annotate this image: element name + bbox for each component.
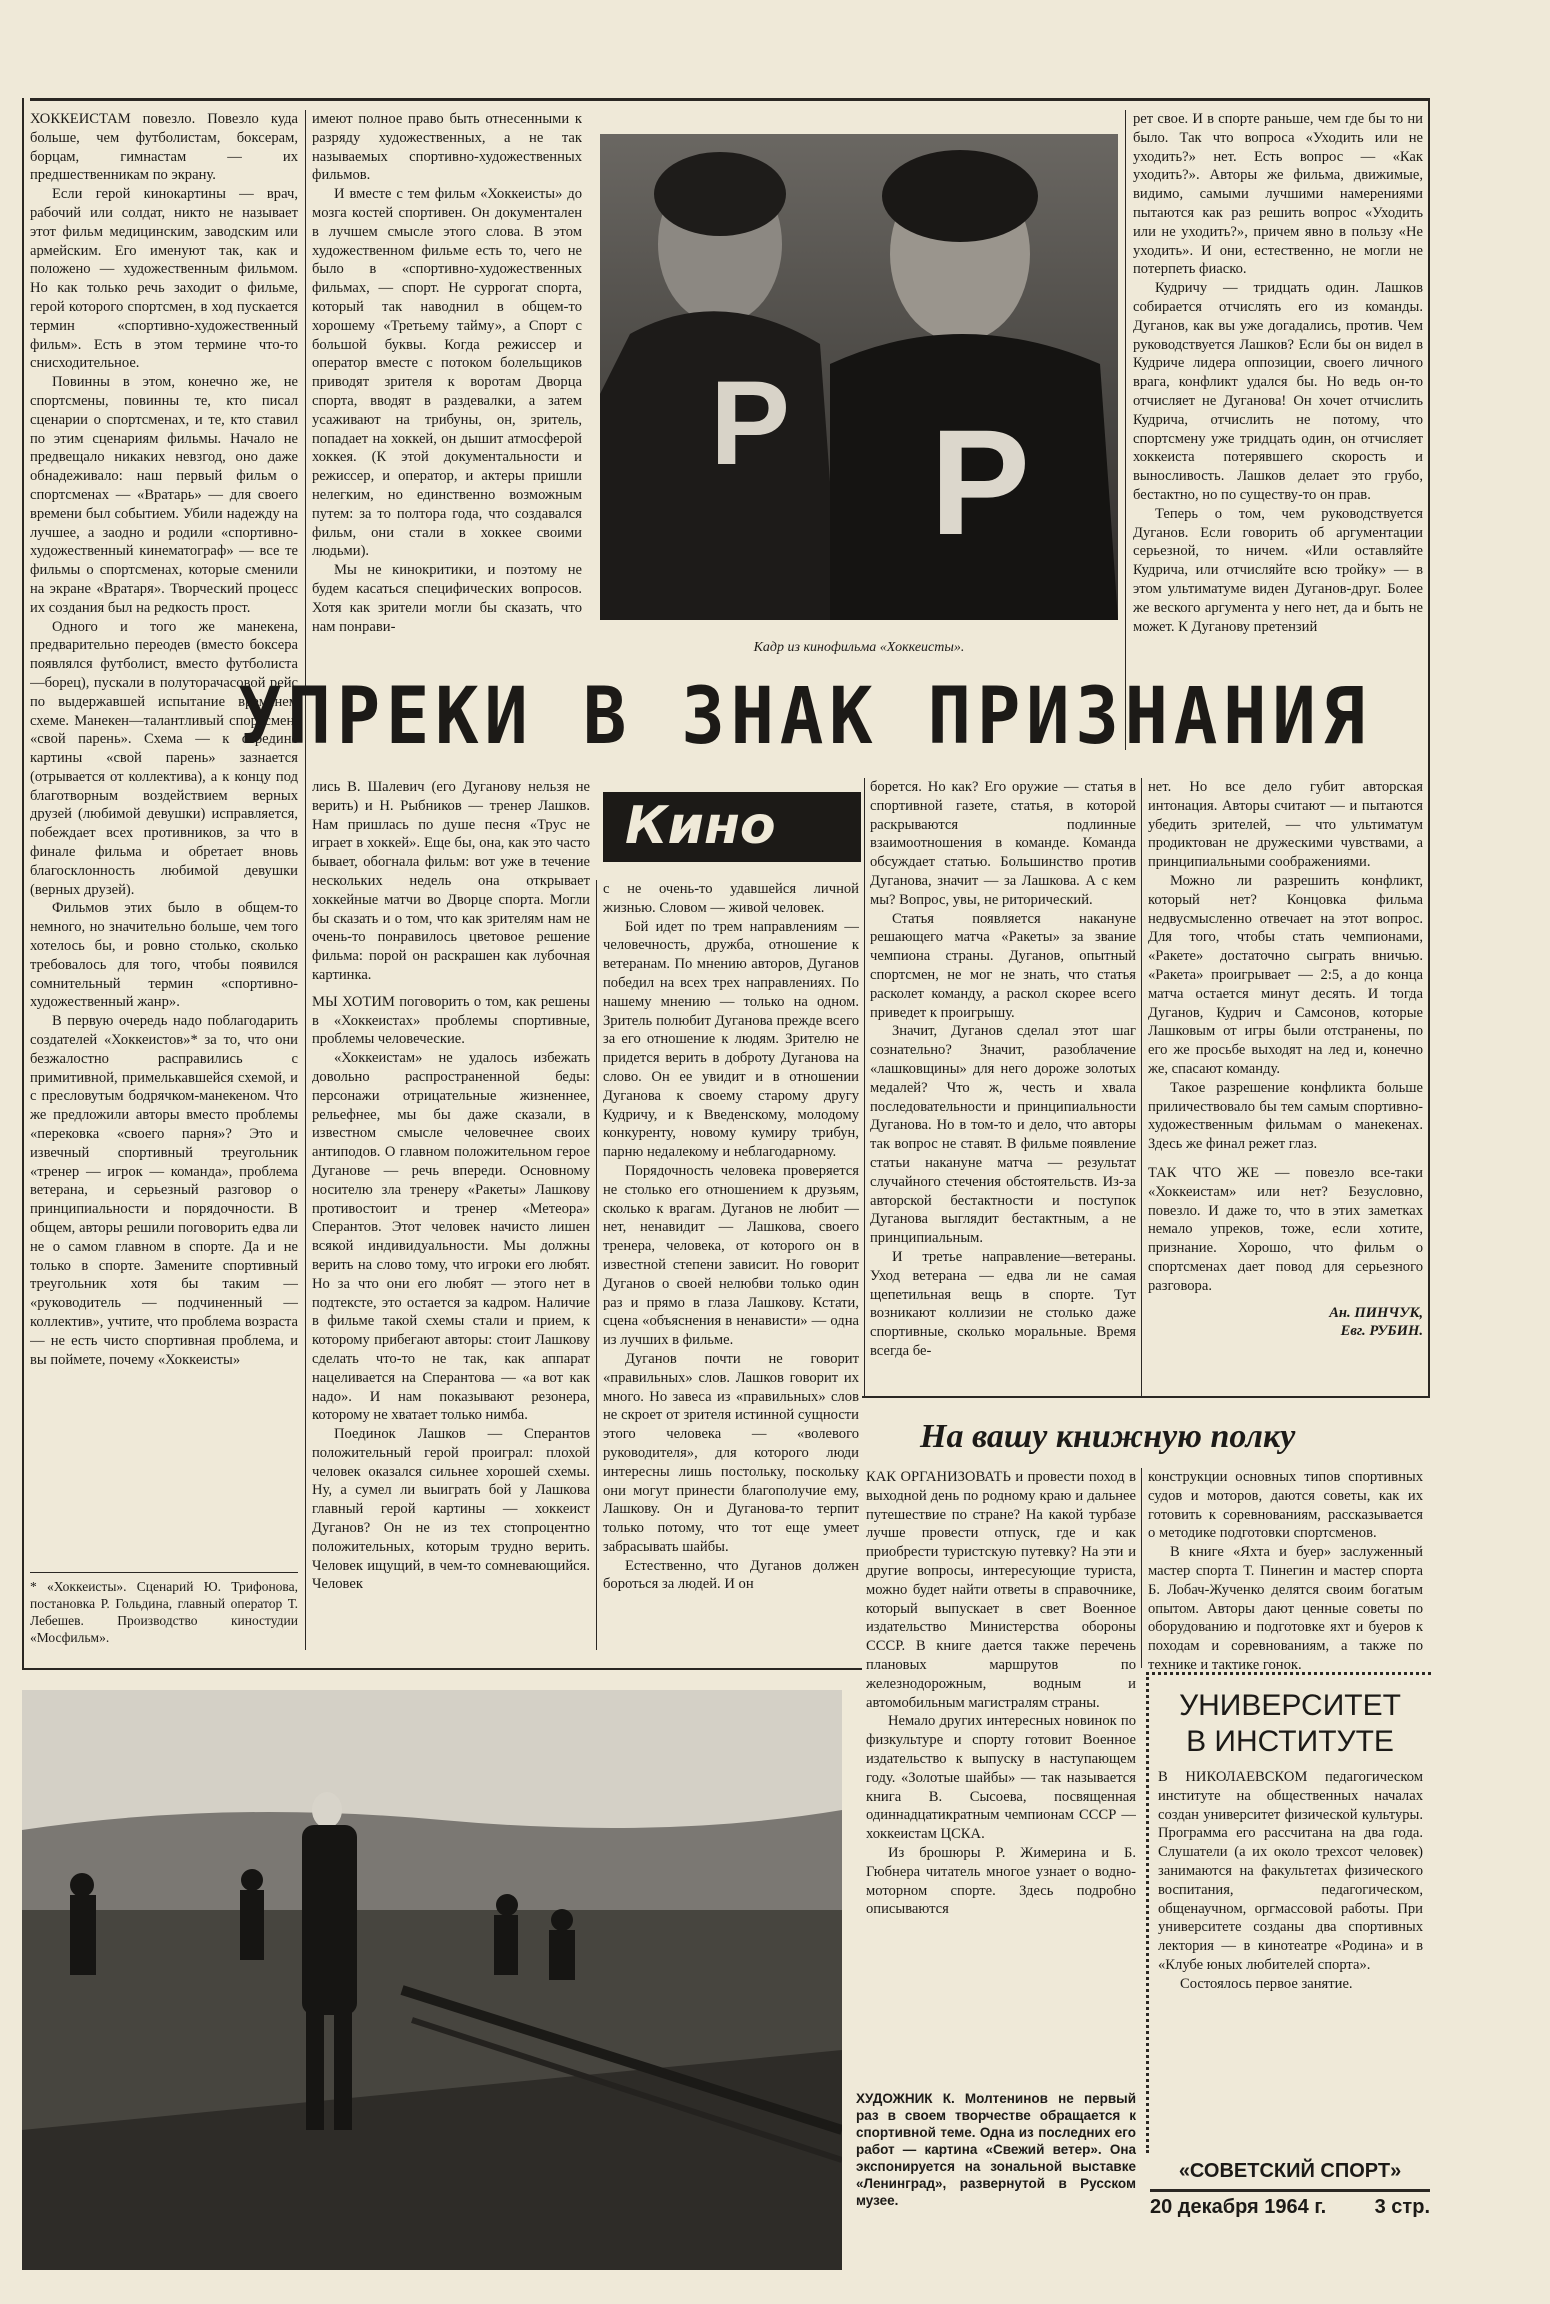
books-paragraph: конструкции основных типов спортивных судов и моторов, даются советы, как их готовить к соревнованиям, рассказывается о методике подготовки спортсменов. [1148, 1469, 1423, 1542]
university-text [1158, 1768, 1423, 2138]
article-paragraph: Теперь о том, чем руководствуется Дуганов. Если говорить об аргументации серьезной, то ничем. «Или оставляйте Кудрича, или отчисляйте всю тройку» — в этом ультиматуме виден Дуганов-друг. Более же веского аргумента у него нет, да и быть не может. К Дуганову претензий [1133, 505, 1423, 635]
article-paragraph: Дуганов почти не говорит «правильных» слов. Лашков говорит их много. Но завеса из «правильных» слов не скроет от зрителя истинной сущности этого человека — «волевого руководителя», для которого люди интересны лишь постольку, поскольку они могут принести благополучие ему, Лашкову. Он и Дуганова-то терпит только потому, что тот еще умеет забрасывать шайбы. [603, 1350, 859, 1555]
column-rule [596, 880, 597, 1650]
books-lead: КАК ОРГАНИЗОВАТЬ и провести поход в выходной день по родному краю и дальнее путешествие по стране? На какой турбазе лучше провести отпуск, где и как приобрести туристскую путевку? На эти и другие вопросы, интересующие туриста, можно будет найти ответы в справочнике, который выпускает в свет Военное издательство Министерства обороны СССР. В книге дается также перечень плановых маршрутов по железнодорожным, водным и автомобильным магистралям страны. [866, 1469, 1136, 1711]
footer-info [1150, 2196, 1430, 2219]
column-rule [1141, 778, 1142, 1398]
column-rule [1141, 1468, 1142, 1668]
rowing-photo-caption: ХУДОЖНИК К. Молтенинов не первый раз в своем творчестве обращается к спортивной теме. Одна из последних его работ — картина «Свежий ветер». Она экспонируется на зональной выставке «Ленинград», развернутой в Русском музее. [856, 2091, 1136, 2208]
article-paragraph: Можно ли разрешить конфликт, который нет? Концовка фильма недвусмысленно отвечает на этот вопрос. Для того, чтобы стать чемпионами, «Ракете» достаточно сыграть вничью. «Ракета» проигрывает — 2:5, а до конца матча остается минут десять. И тогда Дуганов, Кудрич и Самсонов, которые Лашковым от игры были отстранены, по его же просьбе выходят на лед и, конечно же, спасают команду. [1148, 872, 1423, 1077]
article-paragraph: Повинны в этом, конечно же, не спортсмены, повинны те, кто писал сценарии о спортсменах, и те, кто ставил по этим сценариям фильмы. Начало не предвещало никаких невзгод, оно даже обнадеживало: наш первый фильм о спортсменах — «Вратарь» — для своего времени был событием. Убили надежду на лучшее, а заодно и родили «спортивно-художественный кинематограф» — все те фильмы о спортсменах, которые сменили на экране «Вратаря». Творческий процесс их создания был на редкость прост. [30, 374, 298, 616]
kino-rubric-label: Кино [625, 796, 776, 856]
article-column-1 [30, 110, 298, 1620]
article-paragraph: рет свое. И в спорте раньше, чем где бы то ни было. Так что вопроса «Уходить или не уходить?» нет. Есть вопрос — «Как уходить?». Авторы же фильма, движимые, видимо, самыми лучшими намерениями пытаются как раз решить вопрос «Уходить или не уходить?», причем явно в пользу «Не уходить». И они, естественно, не могли не потерпеть фиаско. [1133, 111, 1423, 278]
books-paragraph: Из брошюры Р. Жимерина и Б. Гюбнера читатель многое узнает о водно-моторном спорте. Здесь подробно описываются [866, 1844, 1136, 1918]
rowing-image [22, 1690, 842, 2270]
article-paragraph: Поединок Лашков — Сперантов положительный герой проиграл: плохой человек оказался сильнее хорошей схемы. Ну, а сумел ли выиграть бой у Лашкова главный герой картины — хоккеист Дуганов? Он не из тех стопроцентно положительных, которым трудно верить. Человек ищущий, в чем-то сомневающийся. Человек [312, 1426, 590, 1593]
article-paragraph: Такое разрешение конфликта больше приличествовало бы тем самым спортивно-художественным фильмам о манекенах. Здесь же финал режет глаз. [1148, 1079, 1423, 1153]
article-paragraph: Одного и того же манекена, предварительно переодев (вместо боксера появлялся футболист, вместо футболиста—борец), пускали в полуторачасовой рейс по выдержавшей испытание временем схеме. Манекен—талантливый спортсмен, «свой парень». Схема — к середине картины «свой парень» зазнается (отрывается от коллектива), а к концу под благотворным воздействием верных друзей (любимой девушки) исправляется, побеждает всех противников, за что в финале фильма и обретает вновь благосклонность любимой девушки (верных друзей). [30, 618, 298, 898]
photo-caption: Кадр из кинофильма «Хоккеисты». [753, 640, 965, 655]
books-column-2 [1148, 1468, 1423, 1688]
article-paragraph: борется. Но как? Его оружие — статья в спортивной газете, статья, в которой раскрываются подлинные взаимоотношения в команде. Команда обсуждает статью. Большинство против Дуганова, значит — за Лашкова. А с кем мы? Вопрос, увы, не риторический. [870, 779, 1136, 908]
university-title [1160, 1688, 1420, 1760]
article-paragraph: Если герой кинокартины — врач, рабочий или солдат, никто не называет этот фильм медицинским, заводским или армейским. Его именуют так, как и положено — художественным фильмом. Но как только речь заходит о фильме, герой которого спортсмен, в ход пускается термин «спортивно-художественный фильм». Есть в этом термине что-то снисходительное. [30, 186, 298, 372]
article-paragraph: Порядочность человека проверяется не столько его отношением к друзьям, сколько к врагам. Дуганов не любит — нет, ненавидит — Лашкова, своего тренера, человека, от которого он в известной степени зависит. Но говорит Дуганов о своей нелюбви только один раз и прямо в глаза Лашкову. Кстати, сцена «объяснения в ненависти» — одна из лучших в фильме. [603, 1162, 859, 1349]
article-bottom-rule [22, 1668, 862, 1670]
footnote-rule [30, 1572, 298, 1573]
article-paragraph: Бой идет по трем направлениям — человечность, дружба, отношение к ветеранам. По мнению авторов, Дуганов победил на всех трех направлениях. По нашему мнению — только на одном. Зритель полюбит Дуганова прежде всего за его отношение к людям. Зрителю не придется верить в доброту Дуганова на слово. Он ее увидит и в отношении Дуганова к своему старому другу Кудричу, и к Введенскому, молодому конкуренту, новому кумиру трибун, парню недалекому и неблагодарному. [603, 918, 859, 1161]
kino-rubric-badge [603, 792, 861, 862]
author-name: Евг. РУБИН. [1340, 1323, 1423, 1340]
newspaper-name: «СОВЕТСКИЙ СПОРТ» [1178, 2160, 1402, 2182]
article-column-4-lower [1148, 778, 1423, 1398]
article-paragraph: И вместе с тем фильм «Хоккеисты» до мозга костей спортивен. Он документален в лучшем смысле этого слова. В этом художественном фильме есть то, чего не было в «спортивно-художественных фильмах, — спорт. Не суррогат спорта, который так наводнил в общем-то хорошему «Третьему тайму», а Спорт с большой буквы. Когда режиссер и оператор вместе с потоком болельщиков приводят зрителя к воротам Дворца спорта, вводят в раздевалки, а затем усаживают на трибуны, он, зритель, попадает на хоккей, он дышит атмосферой хоккея. (К этой документальности и режиссер, и оператор, и актеры пришли нелегким, но единственно возможным путем: за то полтора года, что создавался фильм, они стали в хоккее своими людьми). [312, 186, 582, 560]
article-column-mid-c [870, 778, 1136, 1398]
right-frame-rule [1428, 98, 1430, 1398]
article-paragraph: В первую очередь надо поблагодарить создателей «Хоккеистов»* за то, что они безжалостно расправились с примитивной, примелькавшейся схемой, и с пресловутым бодрячком-манекеном. Что же предложили авторы вместо проблемы «перековка «своего парня»? Это и извечный спортивный треугольник «тренер — игрок — команда», проблема ветерана, и серьезный разговор о принципиальности и порядочности. В общем, авторы решили поговорить едва ли не о самом главном в спорте. Да и не только в спорте. Замените спортивный треугольник хотя бы таким — «руководитель — подчиненный — коллектив», учтите, что проблема возраста — не есть чисто спортивная проблема, и вы поймете, почему «Хоккеисты» [30, 1013, 298, 1368]
article-paragraph: «Хоккеистам» не удалось избежать довольно распространенной беды: персонажи отрицательные жизненнее, рельефнее, мы бы даже сказали, в известном смысле человечнее своих антиподов. О главном положительном герое Дуганове — речь впереди. Основному носителю зла тренеру «Ракеты» Лашкову противостоит и тренер «Метеора» Сперантов. Этот человек начисто лишен всякой индивидуальности. Мы должны верить на слово тому, что игроки его любят. Но за что они его любят — этого нет в подтексте, это остается за кадром. Наличие в фильме такой схемы стали и прием, к которому прибегают авторы: стоит Лашкову сделать что-то не так, как аппарат нацеливается на Сперантова — «а вот как надо». И нам показывают резонера, которому не хватает только нимба. [312, 1050, 590, 1424]
left-frame-rule [22, 98, 24, 1668]
article-bottom-rule [862, 1396, 1430, 1398]
article-column-mid-a [312, 778, 590, 1658]
article-paragraph: имеют полное право быть отнесенными к разряду художественных, а не так называемых спортивно-художественных фильмов. [312, 111, 582, 184]
books-paragraph: В книге «Яхта и буер» заслуженный мастер спорта Т. Пинегин и мастер спорта Б. Лобач-Жученко делятся своим богатым опытом. Авторы дают ценные советы по оборудованию и подготовке яхт и буеров к походам и соревнованиям, а также по технике и тактике гонок. [1148, 1544, 1423, 1673]
article-paragraph: с не очень-то удавшейся личной жизнью. Словом — живой человек. [603, 881, 859, 916]
article-paragraph: Фильмов этих было в общем-то немного, но значительно больше, чем того хотелось бы, и ровно столько, сколько требовалось для того, чтобы появился сомнительный термин «спортивно-художественный жанр». [30, 900, 298, 1011]
footer-rule [1150, 2189, 1430, 2192]
column-rule [1125, 110, 1126, 750]
article-column-mid-b [603, 880, 859, 1660]
article-paragraph: Кудричу — тридцать один. Лашков собирается отчислять его из команды. Дуганов, как вы уже догадались, против. Чем руководствуется Лашков? Если бы он видел в Кудриче лидера оппозиции, своего личного врага, конфликт удался бы. Но ведь он-то отчисляет не Дуганова! Он хочет отчислить Кудрича, отчислить не потому, что спортсмену уже тридцать один, он отчисляет хоккеиста потерявшего скорость и выносливость. Лашков делает это грубо, бестактно, но по существу-то он прав. [1133, 280, 1423, 503]
svg-text:P: P [710, 356, 791, 490]
svg-text:P: P [930, 398, 1031, 566]
column-rule [305, 110, 306, 1650]
article-headline: УПРЕКИ В ЗНАК ПРИЗНАНИЯ [238, 672, 1371, 762]
page-number: 3 стр. [1374, 2196, 1430, 2218]
author-name: Ан. ПИНЧУК, [1329, 1304, 1423, 1321]
footnote-text: * «Хоккеисты». Сценарий Ю. Трифонова, постановка Р. Гольдина, главный оператор Т. Лебешев. Производство киностудии «Мосфильм». [30, 1579, 298, 1645]
university-paragraph: Состоялось первое занятие. [1180, 1975, 1353, 1992]
column-rule [864, 778, 865, 1398]
article-paragraph: нет. Но все дело губит авторская интонация. Авторы считают — и пытаются убедить зрителей, — что ультиматум продиктован не дружескими чувствами, а принципиальными соображениями. [1148, 779, 1423, 871]
film-still-photo [600, 134, 1118, 620]
article-column-2 [312, 110, 582, 680]
newspaper-footer [1150, 2160, 1430, 2240]
article-paragraph: Статья появляется накануне решающего матча «Ракеты» за звание чемпиона страны. Дуганов, опытный спортсмен, не мог не знать, что статья расколет команду, а раскол скорее всего приведет к проигрышу. [870, 910, 1136, 1021]
author-signature [1148, 1304, 1423, 1342]
article-lead: ХОККЕИСТАМ повезло. Повезло куда больше, чем футболистам, боксерам, борцам, гимнастам — их предшественникам по экрану. [30, 111, 298, 184]
university-title-line: В ИНСТИТУТЕ [1186, 1725, 1394, 1758]
section-lead: ТАК ЧТО ЖЕ — повезло все-таки «Хоккеистам» или нет? Безусловно, повезло. И даже то, что в этих заметках немало упреков, тоже, если хотите, признание. Хорошо, что фильм о спортсменах дает повод для серьезного разговора. [1148, 1164, 1423, 1294]
article-paragraph: Значит, Дуганов сделал этот шаг сознательно? Значит, разоблачение «лашковщины» для него дороже золотых медалей? Что ж, честь и хвала последовательности и принципиальности Дуганова. Но в том-то и дело, что авторы так вопрос не ставят. В фильме появление статьи накануне матча — результат случайного стечения обстоятельств. Из-за авторской бестактности и поступок Дуганова выглядит бестактным, а не принципиальным. [870, 1023, 1136, 1247]
article-paragraph: Мы не кинокритики, и поэтому не будем касаться специфических вопросов. Хотя как зрители могли бы сказать, что нам понрави- [312, 562, 582, 635]
section-lead: МЫ ХОТИМ поговорить о том, как решены в «Хоккеистах» проблемы спортивные, проблемы человеческие. [312, 993, 590, 1048]
books-column-1 [866, 1468, 1136, 2048]
books-paragraph: Немало других интересных новинок по физкультуре и спорту готовит Военное издательство к выпуску в наступающем году. «Золотые шайбы» — так называется книга В. Сысоева, посвященная одиннадцатикратным чемпионам СССР — хоккеистам ЦСКА. [866, 1713, 1136, 1843]
university-lead: В НИКОЛАЕВСКОМ педагогическом институте на общественных началах создан университет физической культуры. Программа его рассчитана на два года. Слушатели (а их около трехсот человек) занимаются на факультетах физического воспитания, педагогическом, общенаучном, оргмассовой работы. При университете созданы два спортивных лектория — в кинотеатре «Родина» и в «Клубе юных любителей спорта». [1158, 1769, 1423, 1973]
issue-date: 20 декабря 1964 г. [1150, 2196, 1327, 2218]
article-paragraph: И третье направление—ветераны. Уход ветерана — едва ли не самая щепетильная вещь в спорте. Тут возникают коллизии не столько даже спортивные, сколько моральные. Время всегда бе- [870, 1248, 1136, 1359]
footnote [30, 1578, 298, 1658]
article-paragraph: Естественно, что Дуганов должен бороться за людей. И он [603, 1557, 859, 1593]
film-still-image [600, 134, 1118, 620]
books-section-title: На вашу книжную полку [920, 1418, 1296, 1455]
rowing-photo [22, 1690, 842, 2270]
top-rule [30, 98, 1430, 101]
article-paragraph: лись В. Шалевич (его Дуганову нельзя не верить) и Н. Рыбников — тренер Лашков. Нам пришлась по душе песня «Трус не играет в хоккей». Еще бы, она, как это часто бывает, обогнала фильм: вот уже в течение нескольких недель она открывает хоккейные матчи во Дворце спорта. Могли бы сказать и о том, что как зрителям нам не очень-то понравилось цветовое решение фильма: порой он раскрашен как лубочная картинка. [312, 779, 590, 983]
university-title-line: УНИВЕРСИТЕТ [1179, 1689, 1401, 1722]
